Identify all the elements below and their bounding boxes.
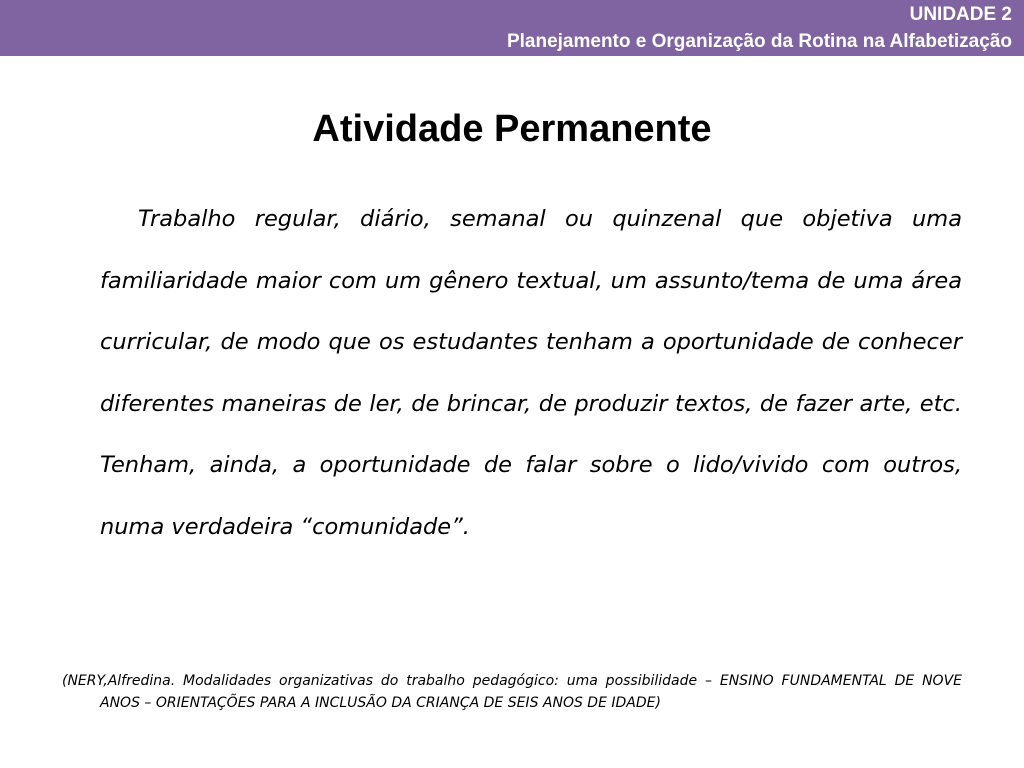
header-bar — [0, 0, 1024, 56]
body-paragraph: Trabalho regular, diário, semanal ou quinzenal que objetiva uma familiaridade maior com um gênero textual, um assunto/tema de uma área curricular, de modo que os estudantes tenham a oportunidade de conhecer diferentes maneiras de ler, de brincar, de produzir textos, de fazer arte, etc. Tenham, ainda, a oportunidade de falar sobre o lido/vivido com outros, numa verdadeira “comunidade”. — [100, 206, 962, 540]
unit-label: UNIDADE 2 — [909, 4, 1012, 25]
citation: (NERY,Alfredina. Modalidades organizativas do trabalho pedagógico: uma possibilidade – ENSINO FUNDAMENTAL DE NOVE ANOS – ORIENTAÇÕES PARA A INCLUSÃO DA CRIANÇA DE SEIS ANOS DE IDADE) — [62, 673, 962, 711]
slide-title: Atividade Permanente — [312, 108, 712, 150]
unit-subtitle: Planejamento e Organização da Rotina na Alfabetização — [506, 31, 1012, 52]
